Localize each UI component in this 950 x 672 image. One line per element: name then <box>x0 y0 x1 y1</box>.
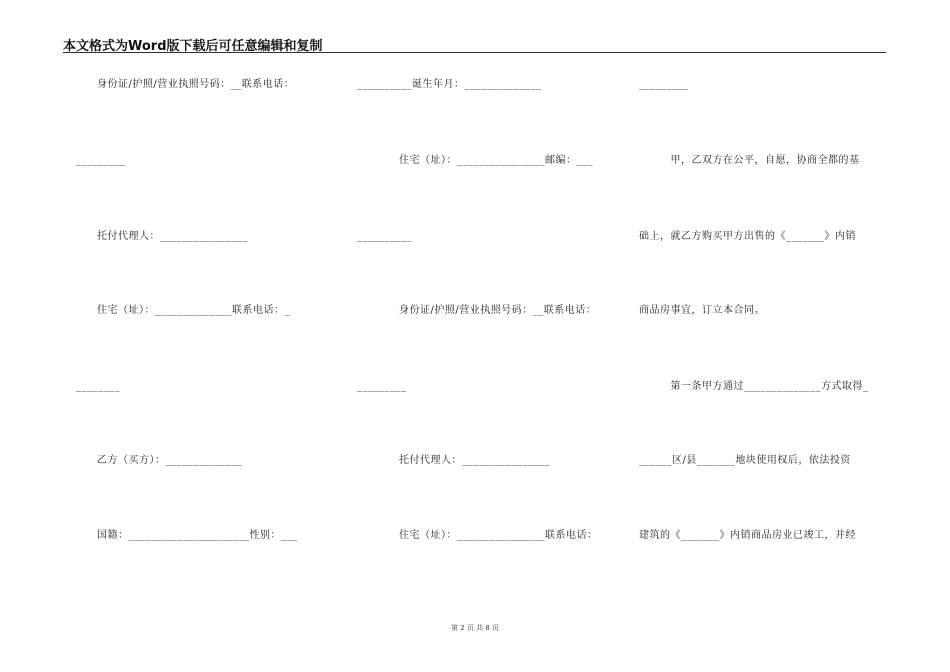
text-line: _________ <box>357 381 407 392</box>
text-line: 第一条甲方通过______________方式取得_ <box>639 381 869 392</box>
text-line: 建筑的《_______》内销商品房业已竣工，并经 <box>639 530 856 541</box>
document-header-title: 本文格式为Word版下载后可任意编辑和复制 <box>63 39 323 54</box>
text-line: 身份证/护照/营业执照号码：__联系电话： <box>76 79 295 90</box>
text-line: 身份证/护照/营业执照号码：__联系电话： <box>357 305 597 316</box>
text-line: 住宅（址）：______________联系电话：_ <box>76 305 290 316</box>
text-line: 国籍：______________________性别：___ <box>76 530 298 541</box>
text-line: __________ <box>357 231 412 242</box>
text-line: 托付代理人：________________ <box>357 455 550 466</box>
text-line: 甲，乙双方在公平，自愿，协商全都的基 <box>639 155 860 166</box>
text-line: 商品房事宜，订立本合同。 <box>639 305 765 316</box>
text-line: ________ <box>76 381 120 392</box>
text-line: 托付代理人：________________ <box>76 231 248 242</box>
text-line: _________ <box>76 155 126 166</box>
text-line: 础上，就乙方购买甲方出售的《_______》内销 <box>639 231 856 242</box>
page-number: 第 2 页 共 8 页 <box>450 624 500 632</box>
text-line: ______区/县_______地块使用权后，依法投资 <box>639 455 851 466</box>
text-line: 住宅（址）：________________联系电话： <box>357 530 598 541</box>
text-line: _________ <box>639 79 689 90</box>
header-rule <box>63 52 886 53</box>
text-line: 住宅（址）：________________邮编：___ <box>357 155 593 166</box>
text-line: 乙方（买方）：______________ <box>76 455 243 466</box>
text-line: __________诞生年月：______________ <box>357 79 542 90</box>
